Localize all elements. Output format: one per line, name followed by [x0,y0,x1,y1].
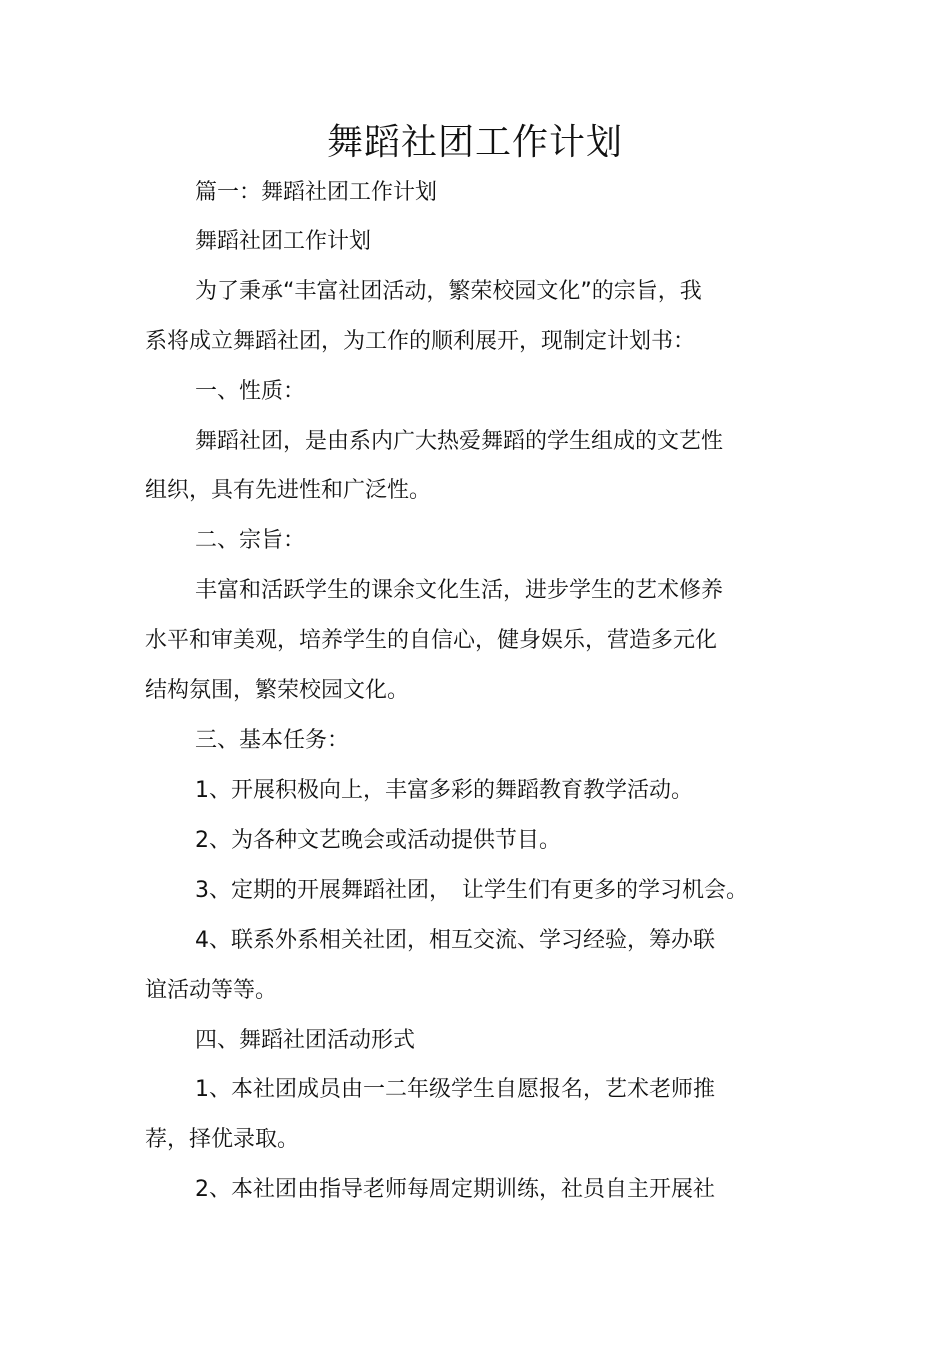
section-heading: 四、舞蹈社团活动形式 [195,1028,416,1053]
document-title: 舞蹈社团工作计划 [326,122,623,163]
paragraph-line: 组织，具有先进性和广泛性。 [145,478,432,503]
list-item-continuation: 荐，择优录取。 [145,1127,300,1152]
subtitle-line: 舞蹈社团工作计划 [195,229,372,254]
paragraph-line: 系将成立舞蹈社团，为工作的顺利展开，现制定计划书： [145,329,696,354]
section-heading: 篇一：舞蹈社团工作计划 [195,180,438,205]
paragraph-line: 水平和审美观，培养学生的自信心，健身娱乐，营造多元化 [145,628,718,653]
section-heading: 二、宗旨： [195,528,306,553]
list-item: 1、开展积极向上，丰富多彩的舞蹈教育教学活动。 [195,778,693,803]
paragraph-line: 舞蹈社团，是由系内广大热爱舞蹈的学生组成的文艺性 [195,429,724,454]
list-item: 4、联系外系相关社团，相互交流、学习经验，筹办联 [195,928,715,953]
paragraph-line: 结构氛围，繁荣校园文化。 [145,678,410,703]
list-item-continuation: 谊活动等等。 [145,978,278,1003]
section-heading: 一、性质： [195,379,306,404]
section-heading: 三、基本任务： [195,728,350,753]
list-item: 1、本社团成员由一二年级学生自愿报名，艺术老师推 [195,1077,715,1102]
paragraph-line: 为了秉承“丰富社团活动，繁荣校园文化”的宗旨，我 [195,279,702,304]
list-item: 2、为各种文艺晚会或活动提供节目。 [195,828,561,853]
paragraph-line: 丰富和活跃学生的课余文化生活，进步学生的艺术修养 [195,578,724,603]
list-item: 2、本社团由指导老师每周定期训练，社员自主开展社 [195,1177,715,1202]
list-item: 3、定期的开展舞蹈社团， 让学生们有更多的学习机会。 [195,878,748,903]
